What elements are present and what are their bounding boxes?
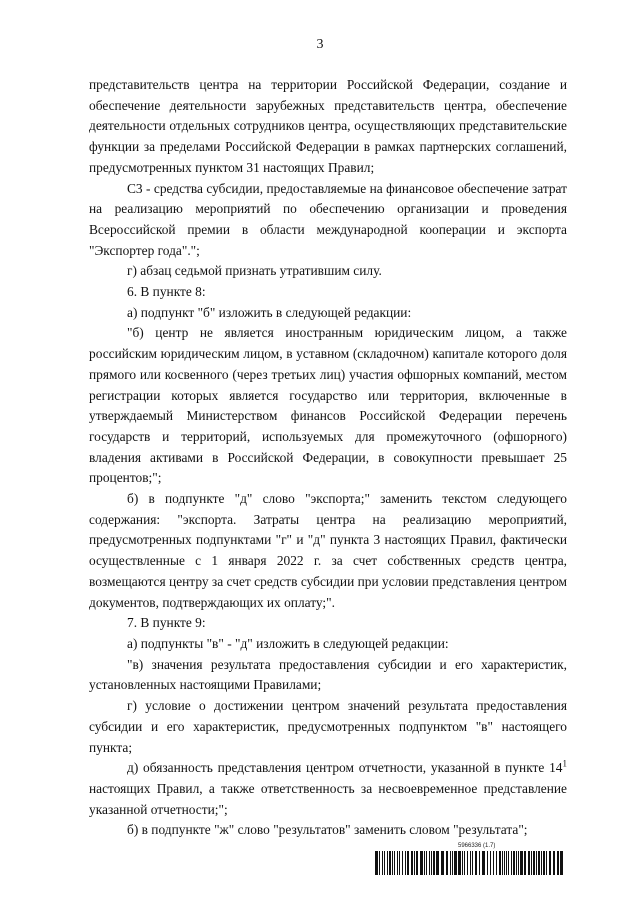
paragraph-10: "в) значения результата предоставления субсидии и его характеристик, установленных настоящими Правилами;	[89, 656, 567, 693]
page-number: 3	[316, 37, 324, 52]
paragraph-7: б) в подпункте "д" слово "экспорта;" заменить текстом следующего содержания: "экспорта. Затраты центра на реализацию мероприятий, предусмотренных подпунктами "г" и "д" пункта 3 настоящих Правил, фактически осуществленные с 1 января 2022 г. за счет собственных средств центра, возмещаются центру за счет средств субсидии при условии представления центром документов, подтверждающих их оплату;".	[89, 491, 567, 610]
paragraph-12	[89, 758, 567, 820]
paragraph-12-text: д) обязанность представления центром отчетности, указанной в пункте 14	[127, 760, 563, 776]
document-code: 5966336 (1.7)	[458, 843, 496, 849]
paragraph-8: 7. В пункте 9:	[127, 615, 206, 631]
document-body	[89, 75, 567, 841]
paragraph-5: а) подпункт "б" изложить в следующей редакции:	[127, 304, 412, 320]
paragraph-11: г) условие о достижении центром значений результата предоставления субсидии и его характеристик, предусмотренных подпунктом "в" настоящего пункта;	[89, 698, 567, 755]
paragraph-6: "б) центр не является иностранным юридическим лицом, а также российским юридическим лицом, в уставном (складочном) капитале которого доля прямого или косвенного (через третьих лиц) участия офшорных компаний, местом регистрации которых является государство или территория, включенные в утверждаемый Министерством финансов Российской Федерации перечень государств и территорий, используемых для промежуточного (офшорного) владения активами в Российской Федерации, в совокупности превышает 25 процентов;";	[89, 325, 567, 486]
paragraph-9: а) подпункты "в" - "д" изложить в следующей редакции:	[127, 635, 449, 651]
barcode-icon	[375, 851, 567, 875]
paragraph-12-tail: настоящих Правил, а также ответственность за несвоевременное представление указанной отчетности;";	[89, 780, 567, 817]
paragraph-4: 6. В пункте 8:	[127, 284, 206, 300]
paragraph-3: г) абзац седьмой признать утратившим силу.	[127, 263, 382, 279]
footnote-superscript: 1	[562, 758, 567, 769]
paragraph-1: представительств центра на территории Российской Федерации, создание и обеспечение деятельности зарубежных представительств центра, обеспечение деятельности отдельных сотрудников центра, осуществляющих представительские функции за пределами Российской Федерации в рамках партнерских соглашений, предусмотренных пунктом 31 настоящих Правил;	[89, 77, 567, 175]
paragraph-13: б) в подпункте "ж" слово "результатов" заменить словом "результата";	[127, 822, 528, 838]
paragraph-2: С3 - средства субсидии, предоставляемые на финансовое обеспечение затрат на реализацию мероприятий по обеспечению организации и проведения Всероссийской премии в области международной кооперации и экспорта "Экспортер года".";	[89, 180, 567, 258]
